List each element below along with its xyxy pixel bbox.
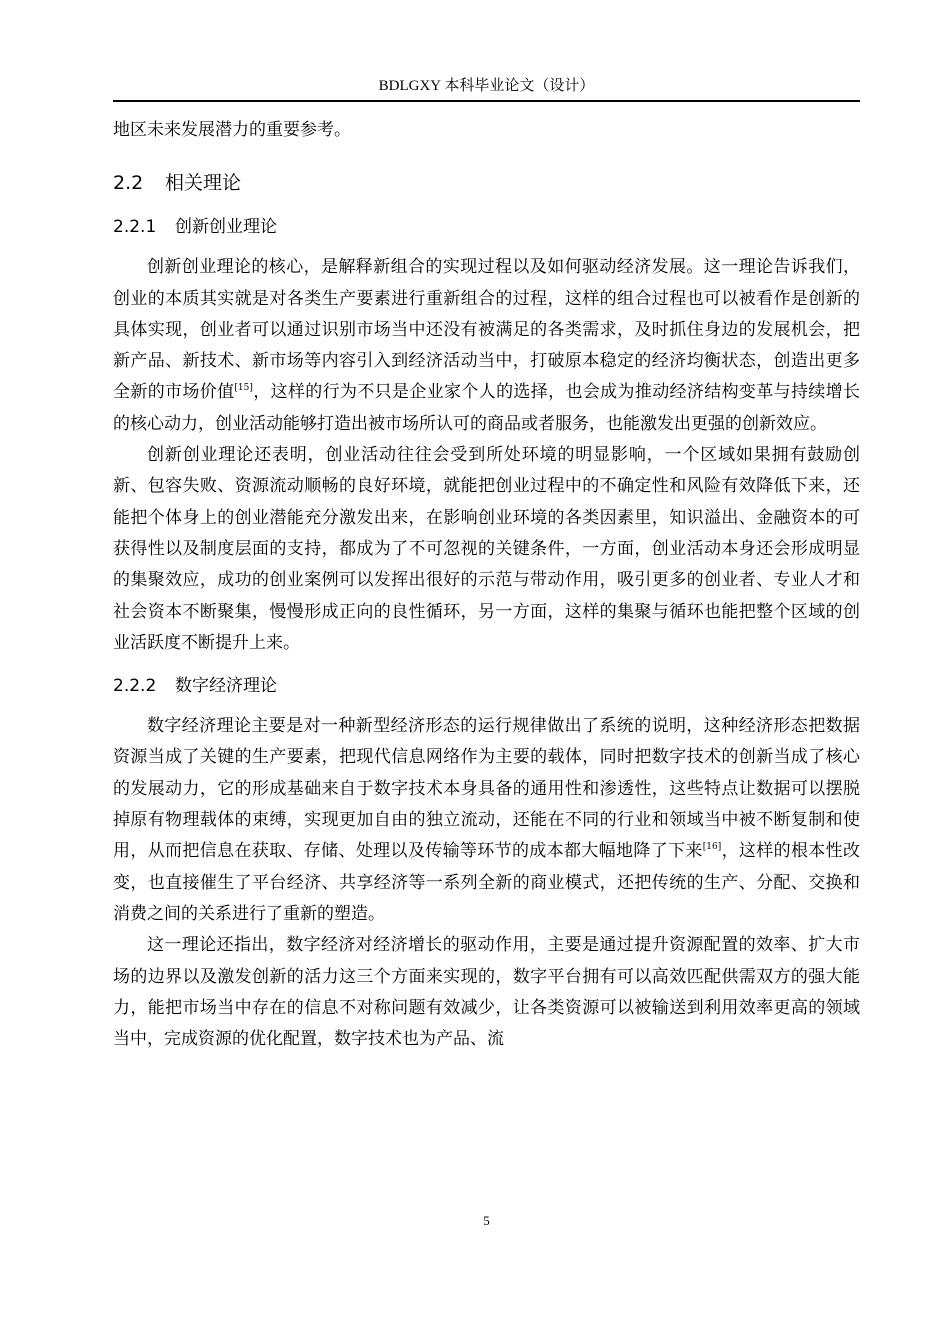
section-number: 2.2: [113, 172, 144, 195]
running-header: BDLGXY 本科毕业论文（设计）: [378, 78, 595, 94]
paragraph: 创新创业理论还表明，创业活动往往会受到所处环境的明显影响，一个区域如果拥有鼓励创新、包容失败、资源流动顺畅的良好环境，就能把创业过程中的不确定性和风险有效降低下来，还能把个体身上的创业潜能充分激发出来，在影响创业环境的各类因素里，知识溢出、金融资本的可获得性以及制度层面的支持，都成为了不可忽视的关键条件，一方面，创业活动本身还会形成明显的集聚效应，成功的创业案例可以发挥出很好的示范与带动作用，吸引更多的创业者、专业人才和社会资本不断聚集，慢慢形成正向的良性循环，另一方面，这样的集聚与循环也能把整个区域的创业活跃度不断提升上来。: [113, 445, 860, 653]
subsection-heading-2-2-1: [113, 210, 860, 244]
subsection-heading-2-2-2: [113, 669, 860, 703]
paragraph: 这一理论还指出，数字经济对经济增长的驱动作用，主要是通过提升资源配置的效率、扩大市场的边界以及激发创新的活力这三个方面来实现的，数字平台拥有可以高效匹配供需双方的强大能力，能把市场当中存在的信息不对称问题有效减少，让各类资源可以被输送到利用效率更高的领域当中，完成资源的优化配置，数字技术也为产品、流: [113, 935, 860, 1050]
paragraph-text: ，这样的根本性改变，也直接催生了平台经济、共享经济等一系列全新的商业模式，还把传统的生产、分配、交换和消费之间的关系进行了重新的塑造。: [113, 841, 860, 924]
paragraph-text: ，这样的行为不只是企业家个人的选择，也会成为推动经济结构变革与持续增长的核心动力，创业活动能够打造出被市场所认可的商品或者服务，也能激发出更强的创新效应。: [113, 382, 861, 434]
section-heading-2-2: [113, 166, 860, 200]
subsection-number: 2.2.2: [113, 676, 157, 697]
paragraph-text: 创新创业理论的核心，是解释新组合的实现过程以及如何驱动经济发展。这一理论告诉我们，创业的本质其实就是对各类生产要素进行重新组合的过程，这样的组合过程也可以被看作是创新的具体实现，创业者可以通过识别市场当中还没有被满足的各类需求，及时抓住身边的发展机会，把新产品、新技术、新市场等内容引入到经济活动当中，打破原本稳定的经济均衡状态，创造出更多全新的市场价值: [113, 257, 860, 403]
subsection-number: 2.2.1: [113, 217, 157, 238]
section-title: 相关理论: [165, 172, 242, 195]
header-rule: [113, 100, 860, 102]
subsection-title: 创新创业理论: [175, 217, 277, 238]
continued-paragraph: 地区未来发展潜力的重要参考。: [113, 120, 351, 140]
subsection-title: 数字经济理论: [175, 676, 277, 697]
citation-ref: [15]: [234, 383, 253, 394]
citation-ref: [16]: [702, 842, 722, 853]
paragraph: [113, 252, 860, 440]
page-body: [113, 115, 860, 1055]
page-number: 5: [483, 1213, 490, 1228]
paragraph: [113, 711, 860, 930]
paragraph-text: 数字经济理论主要是对一种新型经济形态的运行规律做出了系统的说明，这种经济形态把数据资源当成了关键的生产要素，把现代信息网络作为主要的载体，同时把数字技术的创新当成了核心的发展动力，它的形成基础来自于数字技术本身具备的通用性和渗透性，这些特点让数据可以摆脱掉原有物理载体的束缚，实现更加自由的独立流动，还能在不同的行业和领域当中被不断复制和使用，从而把信息在获取、存储、处理以及传输等环节的成本都大幅地降了下来: [113, 716, 860, 862]
